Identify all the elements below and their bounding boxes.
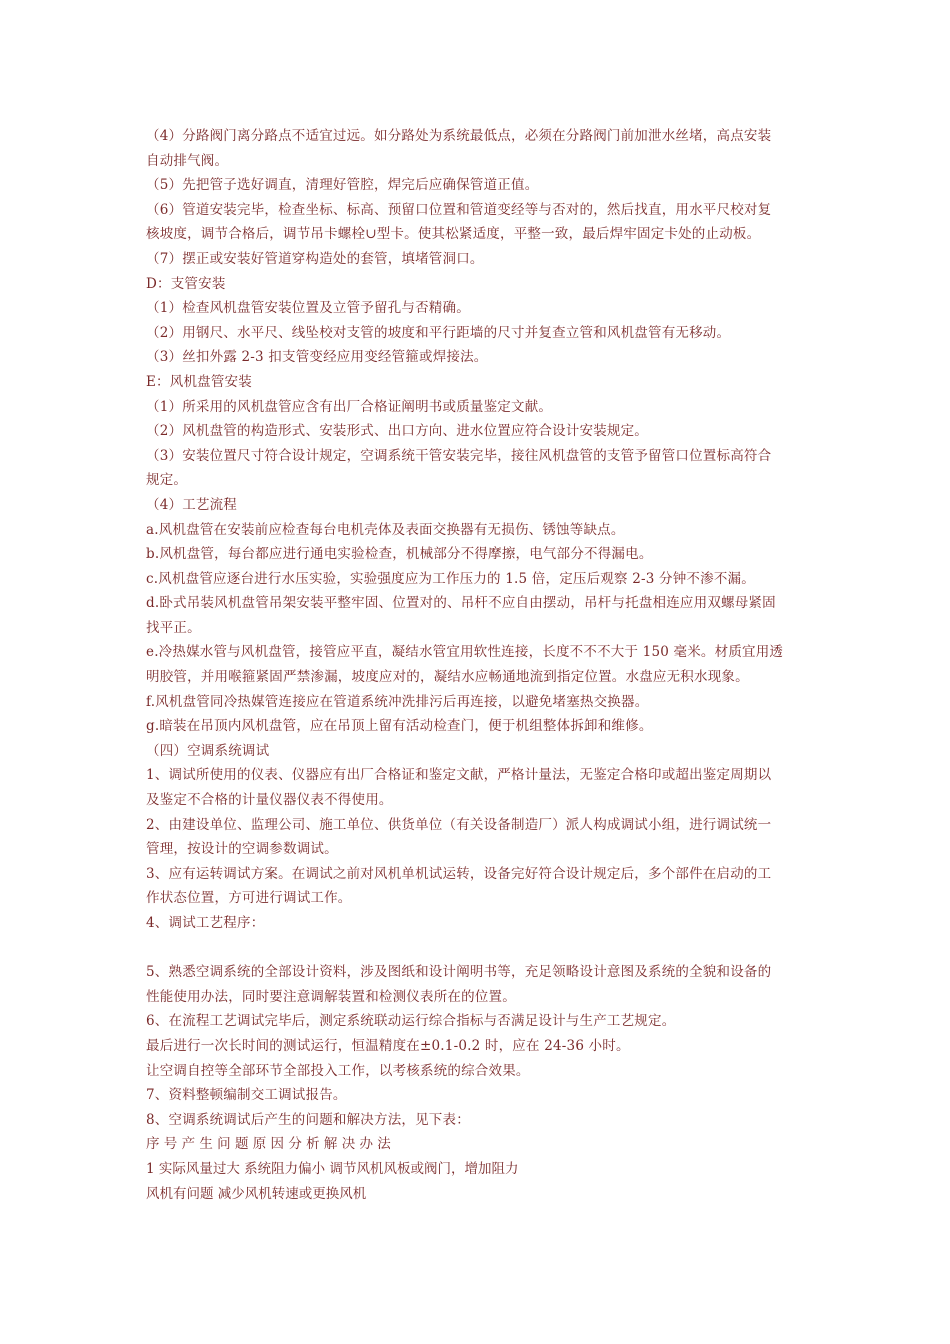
text-line: 让空调自控等全部环节全部投入工作，以考核系统的综合效果。 — [146, 1062, 530, 1079]
section-heading: D：支管安装 — [146, 275, 226, 292]
text-line: e.冷热媒水管与风机盘管，接管应平直，凝结水管宜用软性连接，长度不不不大于 150 毫米。材质宜用透 — [146, 644, 784, 661]
section-heading: （四）空调系统调试 — [146, 742, 270, 759]
text-line: 最后进行一次长时间的测试运行，恒温精度在±0.1-0.2 时，应在 24-36 小时。 — [146, 1037, 630, 1054]
text-line: 管理，按设计的空调参数调试。 — [146, 841, 338, 858]
text-line: 找平正。 — [146, 619, 201, 636]
text-line: 及鉴定不合格的计量仪器仪表不得使用。 — [146, 792, 393, 809]
text-line: （7）摆正或安装好管道穿构造处的套管，填堵管洞口。 — [146, 250, 484, 267]
text-line: 明胶管，并用喉箍紧固严禁渗漏，坡度应对的，凝结水应畅通地流到指定位置。水盘应无积水现象。 — [146, 669, 749, 686]
text-line: 1、调试所使用的仪表、仪器应有出厂合格证和鉴定文献，严格计量法，无鉴定合格印或超出鉴定周期以 — [146, 767, 772, 784]
section-heading: E：风机盘管安装 — [146, 373, 252, 390]
text-line: （1）所采用的风机盘管应含有出厂合格证阐明书或质量鉴定文献。 — [146, 398, 553, 415]
text-line: 自动排气阀。 — [146, 152, 229, 169]
text-line: f.风机盘管同冷热媒管连接应在管道系统冲洗排污后再连接，以避免堵塞热交换器。 — [146, 693, 649, 710]
text-line: g.暗装在吊顶内风机盘管，应在吊顶上留有活动检查门，便于机组整体拆卸和维修。 — [146, 718, 653, 735]
text-line: 作状态位置，方可进行调试工作。 — [146, 890, 352, 907]
table-row: 风机有问题 减少风机转速或更换风机 — [146, 1185, 367, 1202]
text-line: （4）分路阀门离分路点不适宜过远。如分路处为系统最低点，必须在分路阀门前加泄水丝堵，高点安装 — [146, 128, 772, 144]
text-line: c.风机盘管应逐台进行水压实验，实验强度应为工作压力的 1.5 倍，定压后观察 2-3 分钟不渗不漏。 — [146, 570, 755, 587]
text-line: d.卧式吊装风机盘管吊架安装平整牢固、位置对的、吊杆不应自由摆动，吊杆与托盘相连应用双螺母紧固 — [146, 595, 776, 612]
text-line: 4、调试工艺程序： — [146, 915, 265, 931]
text-line: 性能使用办法，同时要注意调解装置和检测仪表所在的位置。 — [146, 988, 516, 1005]
text-line: （1）检查风机盘管安装位置及立管予留孔与否精确。 — [146, 300, 470, 317]
section-heading: （4）工艺流程 — [146, 496, 237, 513]
text-line: （5）先把管子选好调直，清理好管腔，焊完后应确保管道正值。 — [146, 177, 539, 194]
text-line: （3）丝扣外露 2-3 扣支管变经应用变经管箍或焊接法。 — [146, 349, 488, 366]
text-line: （6）管道安装完毕，检查坐标、标高、预留口位置和管道变经等与否对的，然后找直，用水平尺校对复 — [146, 201, 772, 218]
text-line: 核坡度，调节合格后，调节吊卡螺栓∪型卡。使其松紧适度，平整一致，最后焊牢固定卡处的止动板。 — [146, 226, 761, 243]
text-line: （2）用钢尺、水平尺、线坠校对支管的坡度和平行距墙的尺寸并复查立管和风机盘管有无移动。 — [146, 324, 731, 341]
text-line: 8、空调系统调试后产生的问题和解决方法，见下表： — [146, 1111, 470, 1128]
text-line: 7、资料整顿编制交工调试报告。 — [146, 1087, 347, 1104]
text-line: a.风机盘管在安装前应检查每台电机壳体及表面交换器有无损伤、锈蚀等缺点。 — [146, 521, 625, 538]
table-header-row: 序 号 产 生 问 题 原 因 分 析 解 决 办 法 — [146, 1136, 391, 1153]
table-row: 1 实际风量过大 系统阻力偏小 调节风机风板或阀门，增加阻力 — [146, 1160, 519, 1177]
document-body — [146, 124, 806, 1206]
text-line: （2）风机盘管的构造形式、安装形式、出口方向、进水位置应符合设计安装规定。 — [146, 423, 648, 440]
blank-line — [146, 936, 806, 961]
text-line: 2、由建设单位、监理公司、施工单位、供货单位（有关设备制造厂）派人构成调试小组，进行调试统一 — [146, 816, 772, 833]
text-line: 5、熟悉空调系统的全部设计资料，涉及图纸和设计阐明书等，充足领略设计意图及系统的全貌和设备的 — [146, 964, 772, 981]
text-line: b.风机盘管，每台都应进行通电实验检查，机械部分不得摩擦，电气部分不得漏电。 — [146, 546, 653, 563]
text-line: 6、在流程工艺调试完毕后，测定系统联动运行综合指标与否满足设计与生产工艺规定。 — [146, 1013, 676, 1030]
text-line: （3）安装位置尺寸符合设计规定，空调系统干管安装完毕，接往风机盘管的支管予留管口位置标高符合 — [146, 447, 772, 464]
text-line: 3、应有运转调试方案。在调试之前对风机单机试运转，设备完好符合设计规定后，多个部件在启动的工 — [146, 865, 772, 882]
text-line: 规定。 — [146, 472, 188, 489]
